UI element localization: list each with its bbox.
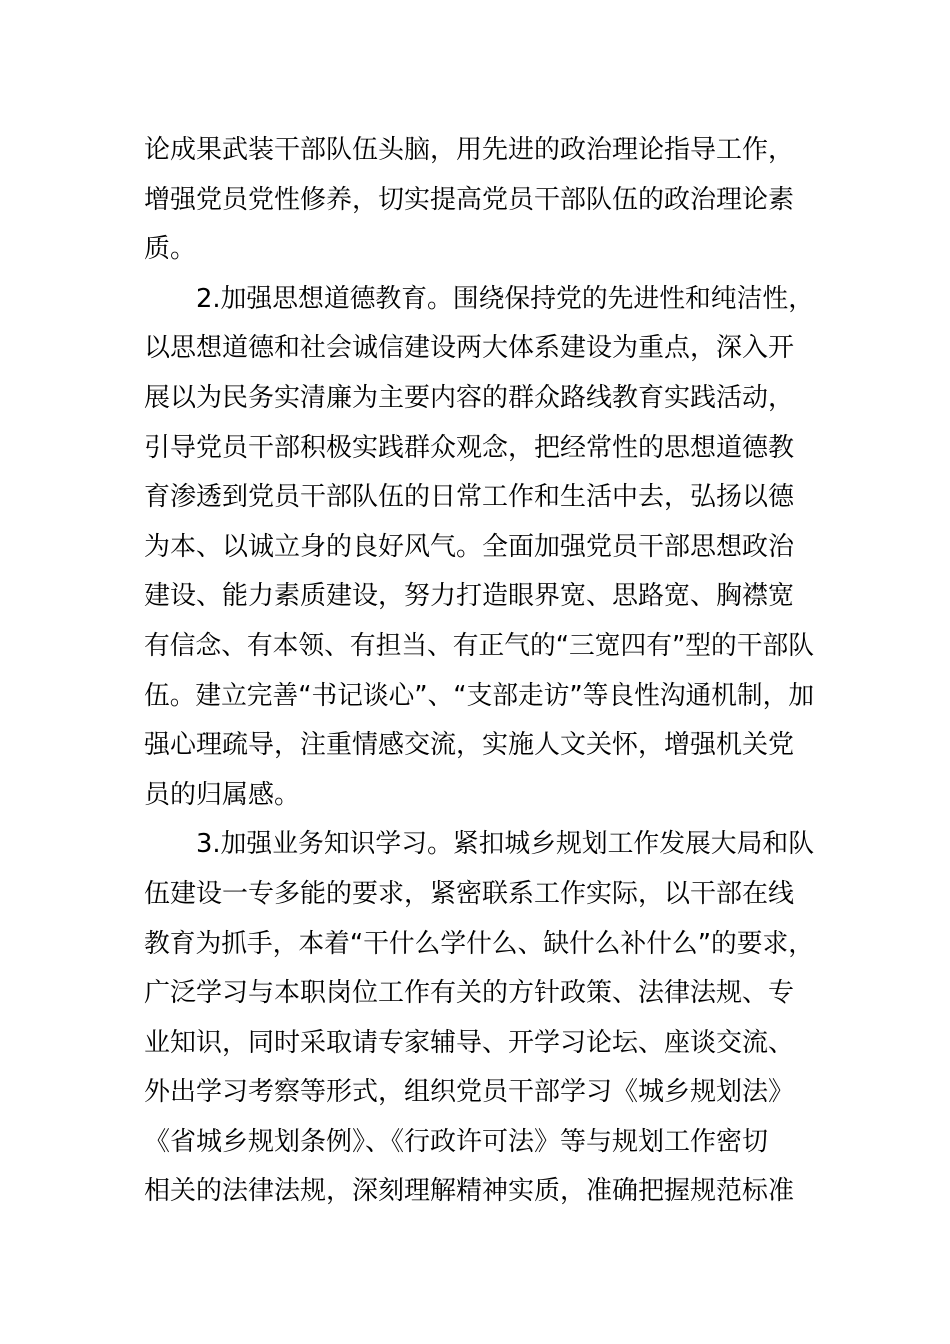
line-text: 建设、能力素质建设，努力打造眼界宽、思路宽、胸襟宽: [144, 581, 795, 612]
line-text: 质。: [144, 234, 197, 265]
line-text: 外出学习考察等形式，组织党员干部学习《城乡规划法》: [144, 1077, 795, 1108]
text-line: [144, 1167, 814, 1217]
line-text: 引导党员干部积极实践群众观念，把经常性的思想道德教: [144, 432, 795, 463]
text-line: [144, 374, 814, 424]
line-text: 伍。建立完善“书记谈心”、“支部走访”等良性沟通机制，加: [144, 680, 815, 711]
line-text: 论成果武装干部队伍头脑，用先进的政治理论指导工作，: [144, 135, 795, 165]
text-line: [144, 672, 814, 722]
paragraph-heading-line: [144, 820, 814, 870]
line-text: 以思想道德和社会诚信建设两大体系建设为重点，深入开: [144, 333, 795, 364]
line-text: 增强党员党性修养，切实提高党员干部队伍的政治理论素: [144, 184, 795, 215]
text-line: [144, 523, 814, 573]
text-line: [144, 969, 814, 1019]
line-text: 强心理疏导，注重情感交流，实施人文关怀，增强机关党: [144, 730, 795, 761]
paragraph-end-line: [144, 225, 814, 275]
line-text: 《省城乡规划条例》、《行政许可法》等与规划工作密切: [144, 1126, 769, 1157]
line-text: 伍建设一专多能的要求，紧密联系工作实际，以干部在线: [144, 878, 795, 909]
text-line: [144, 622, 814, 672]
text-line: [144, 126, 814, 176]
line-text: 教育为抓手，本着“干什么学什么、缺什么补什么”的要求，: [144, 928, 814, 959]
line-text: 展以为民务实清廉为主要内容的群众路线教育实践活动，: [144, 382, 795, 413]
text-line: [144, 1068, 814, 1118]
text-line: [144, 424, 814, 474]
line-text: 相关的法律法规，深刻理解精神实质，准确把握规范标准: [144, 1176, 795, 1207]
line-text: 2.加强思想道德教育。围绕保持党的先进性和纯洁性，: [196, 283, 815, 314]
line-text: 有信念、有本领、有担当、有正气的“三宽四有”型的干部队: [144, 630, 814, 661]
line-text: 3.加强业务知识学习。紧扣城乡规划工作发展大局和队: [196, 829, 815, 860]
text-line: [144, 324, 814, 374]
text-line: [144, 920, 814, 970]
text-line: [144, 473, 814, 523]
text-line: [144, 176, 814, 226]
text-line: [144, 1019, 814, 1069]
text-line: [144, 572, 814, 622]
line-text: 业知识，同时采取请专家辅导、开学习论坛、座谈交流、: [144, 1027, 795, 1058]
paragraph-end-line: [144, 771, 814, 821]
body-text: [144, 126, 814, 1217]
text-line: [144, 721, 814, 771]
line-text: 员的归属感。: [144, 779, 301, 810]
paragraph-heading-line: [144, 275, 814, 325]
line-text: 育渗透到党员干部队伍的日常工作和生活中去，弘扬以德: [144, 482, 795, 513]
text-line: [144, 1118, 814, 1168]
line-text: 广泛学习与本职岗位工作有关的方针政策、法律法规、专: [144, 978, 795, 1009]
line-text: 为本、以诚立身的良好风气。全面加强党员干部思想政治: [144, 531, 795, 562]
text-line: [144, 870, 814, 920]
